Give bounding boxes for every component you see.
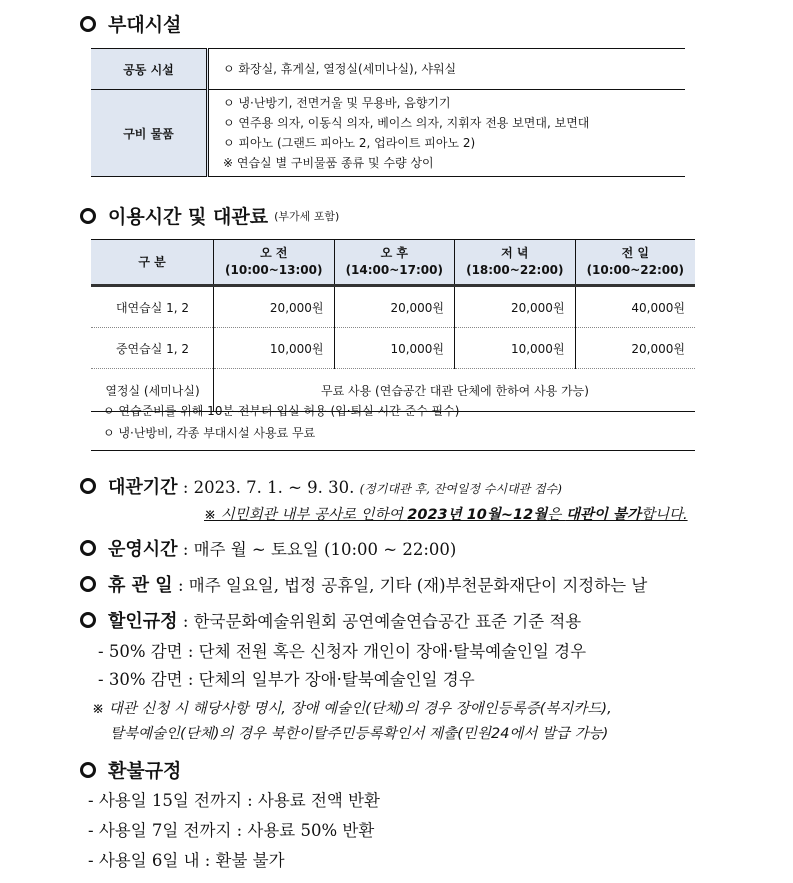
header-evening: 저 녁 (18:00~22:00) [455, 240, 576, 286]
list-item: ※ 연습실 별 구비물품 종류 및 수량 상이 [223, 156, 434, 170]
fee-subtitle: (부가세 포함) [274, 209, 340, 223]
table-row: 열정실 (세미나실) 무료 사용 (연습공간 대관 단체에 한하여 사용 가능) [91, 369, 695, 412]
closed-days-line: 휴 관 일 : 매주 일요일, 법정 공휴일, 기타 (재)부천문화재단이 지정하는 날 [80, 571, 647, 597]
fee-table [91, 239, 695, 412]
refund-item: - 사용일 7일 전까지 : 사용료 50% 반환 [88, 821, 375, 840]
refund-item: - 사용일 15일 전까지 : 사용료 전액 반환 [88, 791, 380, 810]
list-item: ㅇ 연주용 의자, 이동식 의자, 베이스 의자, 지휘자 전용 보면대, 보면대 [223, 116, 590, 130]
bullet-circle-icon [80, 478, 96, 494]
list-item: ㅇ 냉·난방비, 각종 부대시설 사용료 무료 [103, 426, 316, 440]
discount-item-30: - 30% 감면 : 단체의 일부가 장애·탈북예술인일 경우 [98, 670, 475, 689]
header-morning: 오 전 (10:00~13:00) [214, 240, 335, 286]
refund-item: - 사용일 6일 내 : 환불 불가 [88, 851, 285, 870]
bullet-circle-icon [80, 16, 96, 32]
discount-item-50: - 50% 감면 : 단체 전원 혹은 신청자 개인이 장애·탈북예술인일 경우 [98, 642, 587, 661]
refund-heading: 환불규정 [80, 756, 181, 783]
bullet-circle-icon [80, 762, 96, 778]
discount-line: 할인규정 : 한국문화예술위원회 공연예술연습공간 표준 기준 적용 [80, 607, 581, 633]
common-facility-label: 공동 시설 [91, 49, 208, 90]
table-header-row [91, 240, 695, 286]
header-afternoon: 오 후 (14:00~17:00) [334, 240, 455, 286]
discount-note-2: 탈북예술인(단체)의 경우 북한이탈주민등록확인서 제출(민원24에서 발급 가능) [110, 726, 609, 742]
list-item: ㅇ 피아노 (그랜드 피아노 2, 업라이트 피아노 2) [223, 136, 476, 150]
discount-note-1: ※ 대관 신청 시 해당사항 명시, 장애 예술인(단체)의 경우 장애인등록증(복지카드), [92, 701, 612, 717]
rental-period-line: 대관기간 : 2023. 7. 1. ~ 9. 30. (정기대관 후, 잔여일정 수시대관 접수) [80, 473, 562, 499]
table-row: 대연습실 1, 2 20,000원 20,000원 20,000원 40,000원 [91, 286, 695, 328]
bullet-circle-icon [80, 612, 96, 628]
equipment-label: 구비 물품 [91, 90, 208, 177]
fee-heading: 이용시간 및 대관료 (부가세 포함) [80, 202, 339, 229]
header-category: 구 분 [91, 240, 214, 286]
equipment-list [208, 90, 686, 177]
list-item: ㅇ 연습준비를 위해 10분 전부터 입실 허용 (입·퇴실 시간 준수 필수) [103, 404, 460, 418]
header-fullday: 전 일 (10:00~22:00) [575, 240, 695, 286]
bullet-circle-icon [80, 208, 96, 224]
rental-notice: ※ 시민회관 내부 공사로 인하여 2023년 10월~12월은 대관이 불가합니다. [204, 507, 688, 523]
fee-notes [91, 400, 695, 451]
table-row: 중연습실 1, 2 10,000원 10,000원 10,000원 20,000원 [91, 328, 695, 369]
bullet-circle-icon [80, 576, 96, 592]
common-facility-value: ㅇ 화장실, 휴게실, 열정실(세미나실), 샤워실 [208, 49, 686, 90]
hours-line: 운영시간 : 매주 월 ~ 토요일 (10:00 ~ 22:00) [80, 535, 456, 561]
facilities-heading: 부대시설 [80, 10, 181, 37]
facilities-table [91, 48, 685, 177]
bullet-circle-icon [80, 540, 96, 556]
table-row [91, 90, 685, 177]
list-item: ㅇ 냉·난방기, 전면거울 및 무용바, 음향기기 [223, 96, 451, 110]
table-row [91, 49, 685, 90]
